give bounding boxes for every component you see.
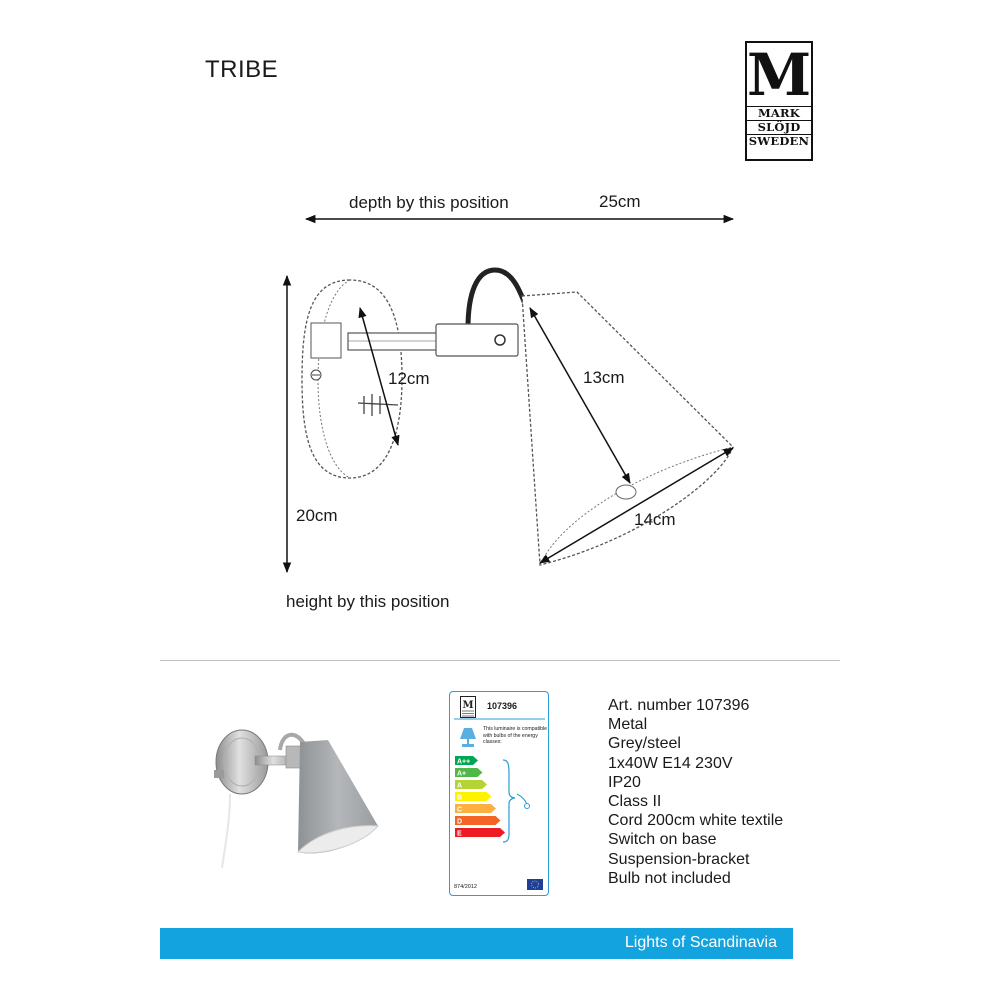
spec-class: Class II [608,793,662,811]
label-regulation: 874/2012 [454,884,477,890]
energy-class-label: A++ [457,758,471,766]
label-compatibility-note: This luminaire is compatible with bulbs of the energy classes: [483,726,548,745]
spec-bulb-note: Bulb not included [608,869,731,887]
spec-article-number: Art. number 107396 [608,697,750,714]
spec-material: Metal [608,716,648,734]
logo-line-1: MARK [747,106,811,120]
energy-class-label: D [457,818,463,826]
energy-label [449,691,549,896]
base-bracket-drawing [311,323,341,358]
section-divider [160,660,840,661]
spec-cord: Cord 200cm white textile [608,812,784,830]
spec-list [608,696,783,888]
footer-text: Lights of Scandinavia [624,934,777,951]
spec-bulb: 1x40W E14 230V [608,754,733,772]
lamp-icon [458,726,478,748]
eu-flag-icon [527,879,543,890]
shade-diameter-value: 14cm [634,510,676,529]
product-title: TRIBE [205,56,279,83]
energy-class-label: C [457,806,463,814]
spec-suspension: Suspension-bracket [608,850,750,868]
logo-mark: M [747,41,812,109]
label-article-number: 107396 [487,701,518,711]
height-label: height by this position [286,592,450,611]
energy-class-chart [455,756,545,851]
product-photo [200,720,420,870]
height-value: 20cm [296,506,338,525]
spec-color: Grey/steel [608,735,681,753]
cord-drawing [468,270,528,328]
logo-line-3: SWEDEN [748,134,810,148]
svg-text:M: M [462,700,474,711]
shade-drawing [522,292,733,565]
energy-class-bar [455,828,505,837]
energy-class-label: B [457,794,463,802]
footer-bar [160,928,793,959]
spec-switch: Switch on base [608,831,717,849]
energy-class-label: A [457,782,463,790]
shade-length-value: 13cm [583,368,625,387]
depth-label: depth by this position [349,193,509,212]
depth-value: 25cm [599,192,641,211]
base-dimension-value: 12cm [388,369,430,388]
energy-class-label: E [457,830,462,838]
logo-line-2: SLÖJD [747,120,811,134]
spec-ip-rating: IP20 [608,773,641,791]
energy-class-label: A+ [457,770,467,778]
arm-drawing [348,333,446,350]
label-logo-icon [460,696,476,718]
